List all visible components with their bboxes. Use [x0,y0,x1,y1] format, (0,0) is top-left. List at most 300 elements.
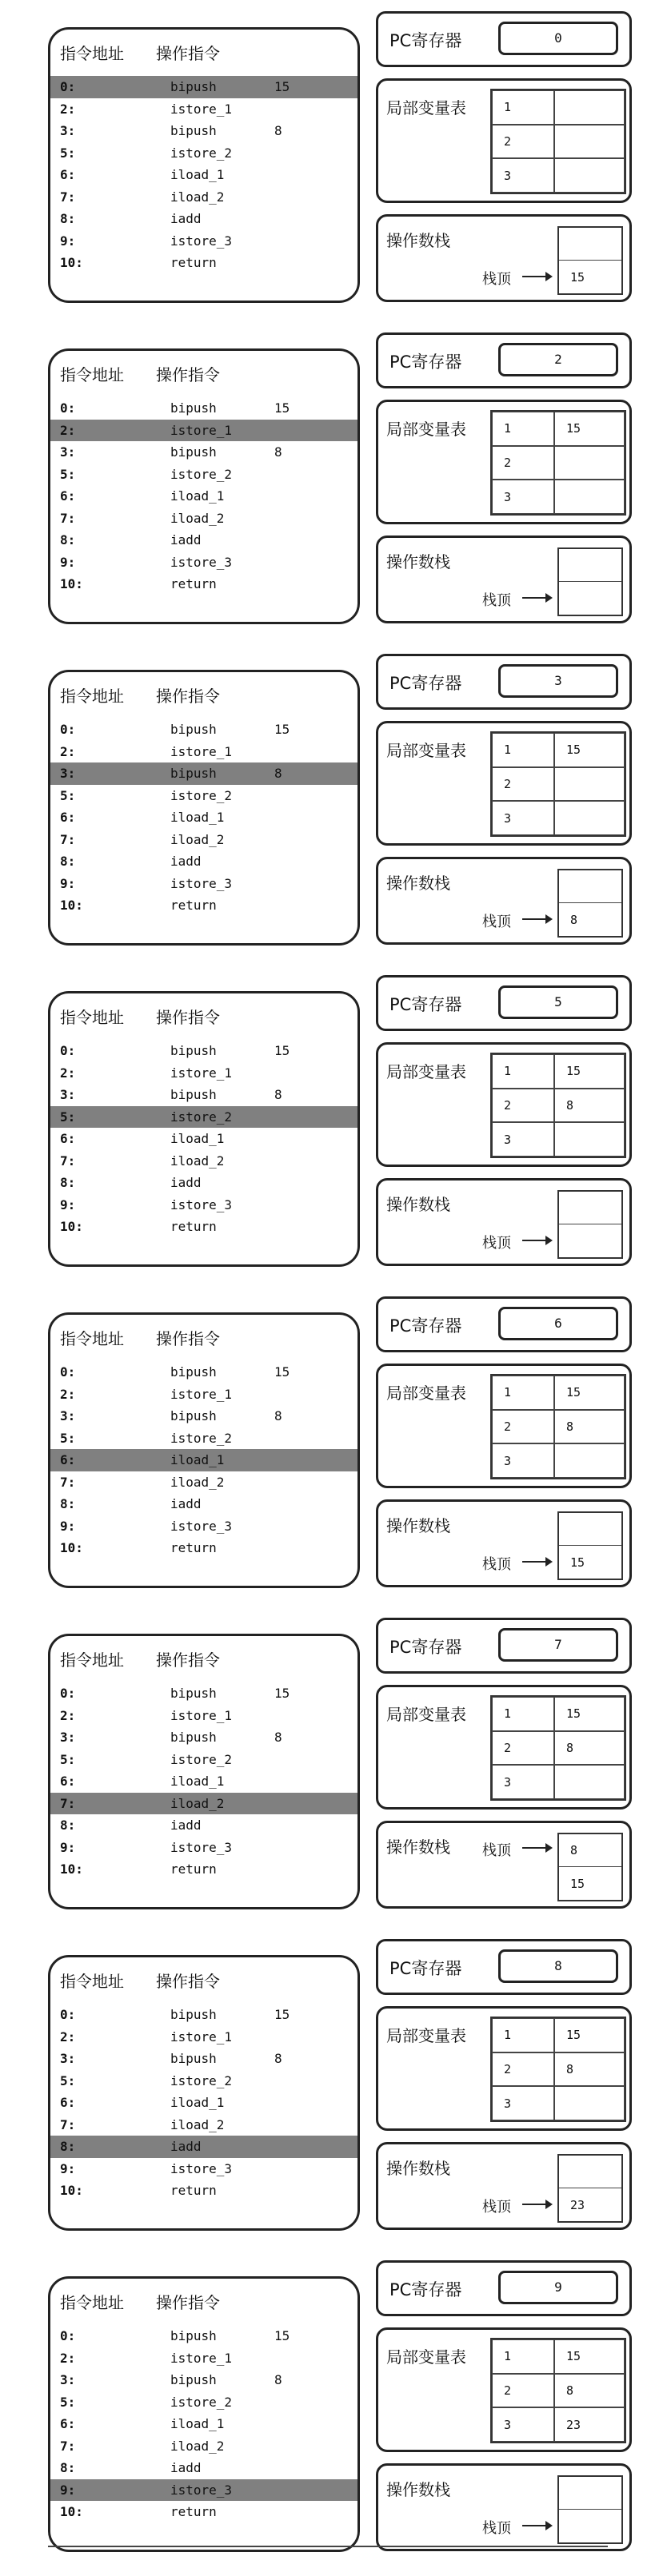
instruction-opcode: bipush [170,123,217,138]
operand-stack-label: 操作数栈 [386,1516,450,1535]
instruction-row [50,186,357,209]
instruction-address: 6: [60,810,76,825]
instruction-opcode: iload_1 [170,2095,225,2110]
local-slot-value: 8 [554,1089,625,1123]
instruction-row [50,1705,357,1727]
instruction-row [50,464,357,486]
pc-register [376,654,632,710]
instruction-opcode: bipush [170,2051,217,2066]
operand-stack-label: 操作数栈 [386,2480,450,2499]
instruction-opcode: return [170,898,217,913]
local-slot-index: 1 [492,90,554,125]
instruction-opcode: istore_2 [170,2394,233,2410]
instruction-row [50,1493,357,1515]
instruction-row [50,1837,357,1859]
instruction-address: 10: [60,1219,83,1234]
state-frame [0,321,663,643]
instruction-address: 5: [60,1109,76,1125]
instruction-operand: 15 [274,1043,290,1058]
local-slot-value: 15 [554,2018,625,2052]
instruction-opcode: iload_2 [170,2116,225,2132]
instruction-address: 6: [60,1131,76,1146]
instruction-operand: 8 [274,766,282,781]
local-slot-value [554,446,625,480]
instruction-row [50,1405,357,1427]
local-variable-table [376,1364,632,1488]
local-variable-table-label: 局部变量表 [386,1062,466,1081]
instruction-column-header: 操作指令 [156,365,220,384]
instruction-opcode: bipush [170,1686,217,1701]
instruction-address: 8: [60,2139,76,2154]
stack-top-arrow-icon [522,1847,551,1849]
instruction-address: 8: [60,532,76,547]
instruction-address: 3: [60,444,76,460]
state-frame [0,1607,663,1928]
local-slot-index: 1 [492,1697,554,1731]
stack-top-label: 栈顶 [482,592,511,609]
instruction-operand: 15 [274,79,290,94]
instruction-operand: 8 [274,1087,282,1102]
local-slot-index: 1 [492,2339,554,2374]
instruction-row [50,529,357,551]
operand-stack [376,857,632,945]
instruction-row [50,1040,357,1062]
stack-slots [557,2475,623,2544]
pc-register-label: PC寄存器 [389,2280,462,2299]
current-instruction-row [50,1449,357,1471]
instruction-header [50,1005,357,1029]
instruction-address: 5: [60,787,76,803]
instruction-address: 9: [60,2160,76,2176]
instruction-header [50,1326,357,1350]
instruction-address: 9: [60,1196,76,1212]
instruction-opcode: bipush [170,1043,217,1058]
instruction-address: 6: [60,1452,76,1467]
instruction-address: 0: [60,722,76,737]
instruction-opcode: iload_2 [170,510,225,526]
instruction-row [50,142,357,165]
instruction-row [50,1216,357,1238]
current-instruction-row [50,76,357,98]
address-column-header: 指令地址 [60,1650,124,1670]
instruction-opcode: return [170,1219,217,1234]
local-slot-value [554,90,625,125]
instruction-opcode: iload_1 [170,1452,225,1467]
operand-stack [376,214,632,302]
local-slot-value: 15 [554,412,625,446]
instruction-row [50,2026,357,2048]
instruction-opcode: iload_1 [170,1131,225,1146]
instruction-opcode: iadd [170,1496,202,1511]
operand-stack [376,536,632,623]
operand-stack-label: 操作数栈 [386,1837,450,1857]
local-variable-table-label: 局部变量表 [386,1705,466,1724]
stack-top-arrow-icon [522,597,551,599]
pc-register-label: PC寄存器 [389,352,462,372]
instruction-address: 9: [60,1518,76,1534]
instruction-address: 5: [60,466,76,482]
local-slot-index: 2 [492,1089,554,1123]
pc-register-label: PC寄存器 [389,674,462,693]
instruction-row [50,1726,357,1749]
instruction-opcode: iload_2 [170,1153,225,1169]
address-column-header: 指令地址 [60,1329,124,1348]
instruction-row [50,1537,357,1559]
instruction-address: 10: [60,898,83,913]
local-variable-table [376,721,632,846]
instruction-row [50,719,357,741]
instruction-panel [48,1955,360,2231]
pc-register-value: 6 [498,1307,618,1340]
instruction-opcode: istore_1 [170,1707,233,1723]
instruction-opcode: istore_3 [170,554,233,570]
local-slot-index: 3 [492,1122,554,1157]
pc-register-value: 9 [498,2271,618,2304]
instruction-header [50,1969,357,1993]
stack-top-arrow-icon [522,918,551,920]
instruction-opcode: bipush [170,2372,217,2387]
instruction-opcode: iload_2 [170,2438,225,2454]
instruction-operand: 15 [274,1364,290,1380]
instruction-address: 0: [60,2328,76,2343]
instruction-address: 7: [60,2116,76,2132]
instruction-operand: 15 [274,1686,290,1701]
instruction-opcode: return [170,255,217,270]
instruction-operand: 8 [274,444,282,460]
local-slot-value: 8 [554,2374,625,2408]
instruction-row [50,1770,357,1793]
instruction-row [50,2114,357,2136]
instruction-opcode: iload_1 [170,810,225,825]
local-slot-value: 15 [554,1697,625,1731]
instruction-row [50,485,357,508]
stack-top-label: 栈顶 [482,1235,511,1252]
operand-stack [376,2463,632,2551]
pc-register [376,2260,632,2316]
instruction-address: 8: [60,211,76,226]
stack-top-label: 栈顶 [482,2520,511,2537]
instruction-opcode: istore_3 [170,2160,233,2176]
instruction-row [50,741,357,763]
instruction-opcode: iload_2 [170,831,225,847]
instruction-opcode: istore_2 [170,2072,233,2088]
instruction-address: 2: [60,101,76,117]
instruction-row [50,1515,357,1538]
pc-register-label: PC寄存器 [389,1316,462,1336]
stack-slot: 8 [559,1834,621,1867]
instruction-opcode: iload_2 [170,1795,225,1811]
instruction-operand: 15 [274,400,290,416]
instruction-address: 6: [60,1774,76,1789]
local-slot-index: 3 [492,480,554,514]
current-instruction-row [50,1793,357,1815]
instruction-opcode: bipush [170,79,217,94]
instruction-opcode: istore_1 [170,422,233,438]
instruction-opcode: bipush [170,1364,217,1380]
local-slot-value [554,480,625,514]
instruction-row [50,1128,357,1150]
local-slot-value [554,1122,625,1157]
current-instruction-row [50,1106,357,1129]
instruction-panel [48,27,360,303]
stack-top-arrow-icon [522,2525,551,2526]
instruction-opcode: bipush [170,722,217,737]
stack-slot [559,2477,621,2510]
instruction-address: 3: [60,2372,76,2387]
instruction-address: 3: [60,1730,76,1745]
stack-slot [559,228,621,261]
stack-slot: 23 [570,2197,585,2212]
local-variable-grid [490,1374,626,1479]
stack-top-label: 栈顶 [482,271,511,288]
instruction-address: 3: [60,766,76,781]
instruction-address: 0: [60,2007,76,2022]
operand-stack [376,1178,632,1266]
instruction-address: 6: [60,488,76,504]
instruction-address: 8: [60,1175,76,1190]
instruction-row [50,551,357,574]
pc-register-label: PC寄存器 [389,31,462,50]
instruction-row [50,1172,357,1194]
instruction-row [50,873,357,895]
instruction-opcode: istore_3 [170,233,233,249]
instruction-opcode: iload_1 [170,488,225,504]
local-variable-grid [490,1053,626,1158]
operand-stack-label: 操作数栈 [386,552,450,571]
instruction-address: 7: [60,1795,76,1811]
instruction-address: 10: [60,2504,83,2519]
stack-slots [557,1833,623,1901]
address-column-header: 指令地址 [60,1008,124,1027]
instruction-address: 8: [60,1496,76,1511]
local-slot-value: 23 [554,2407,625,2442]
stack-slot [559,2156,621,2188]
current-instruction-row [50,420,357,442]
instruction-opcode: iadd [170,211,202,226]
instruction-panel [48,1634,360,1909]
instruction-address: 5: [60,2394,76,2410]
instruction-address: 2: [60,422,76,438]
instruction-row [50,1084,357,1106]
stack-top-label: 栈顶 [482,914,511,930]
instruction-operand: 8 [274,1730,282,1745]
stack-slots [557,869,623,938]
instruction-address: 2: [60,2029,76,2044]
instruction-address: 2: [60,743,76,759]
local-variable-grid [490,410,626,516]
stack-slot: 15 [570,269,585,285]
instruction-row [50,829,357,851]
instruction-opcode: istore_1 [170,1386,233,1402]
instruction-row [50,1471,357,1494]
instruction-address: 0: [60,400,76,416]
stack-top-arrow-icon [522,2204,551,2205]
instruction-column-header: 操作指令 [156,2293,220,2312]
pc-register [376,332,632,388]
instruction-address: 5: [60,2072,76,2088]
instruction-opcode: istore_2 [170,1430,233,1446]
instruction-opcode: bipush [170,766,217,781]
local-slot-value: 15 [554,1376,625,1410]
instruction-opcode: iadd [170,2139,202,2154]
stack-slots [557,1511,623,1580]
state-frame [0,964,663,1285]
local-slot-index: 2 [492,446,554,480]
instruction-opcode: istore_2 [170,145,233,161]
instruction-address: 10: [60,2183,83,2198]
instruction-column-header: 操作指令 [156,1329,220,1348]
instruction-row [50,1150,357,1173]
pc-register [376,11,632,67]
local-slot-value [554,1765,625,1799]
instruction-row [50,2325,357,2347]
pc-register [376,975,632,1031]
instruction-opcode: bipush [170,1730,217,1745]
instruction-column-header: 操作指令 [156,687,220,706]
instruction-opcode: istore_2 [170,787,233,803]
state-frame [0,643,663,964]
instruction-operand: 8 [274,2372,282,2387]
instruction-address: 8: [60,1818,76,1833]
local-slot-index: 3 [492,158,554,193]
local-variable-table [376,1042,632,1167]
instruction-opcode: iadd [170,1818,202,1833]
instruction-opcode: bipush [170,1087,217,1102]
pc-register-value: 5 [498,985,618,1019]
local-slot-value [554,1443,625,1478]
instruction-header [50,362,357,386]
local-variable-table [376,400,632,524]
instruction-opcode: istore_2 [170,1751,233,1767]
instruction-address: 9: [60,875,76,891]
local-slot-index: 2 [492,1410,554,1444]
pc-register-value: 2 [498,343,618,376]
instruction-address: 6: [60,2095,76,2110]
instruction-address: 0: [60,1364,76,1380]
local-slot-index: 2 [492,1731,554,1766]
local-variable-grid [490,1695,626,1801]
instruction-opcode: iadd [170,2460,202,2475]
instruction-address: 10: [60,255,83,270]
local-slot-index: 2 [492,2374,554,2408]
instruction-address: 10: [60,576,83,591]
instruction-address: 7: [60,2438,76,2454]
instruction-row [50,1062,357,1085]
instruction-row [50,806,357,829]
instruction-row [50,2092,357,2114]
stack-slots [557,2154,623,2223]
instruction-row [50,508,357,530]
stack-top-arrow-icon [522,1561,551,1563]
instruction-row [50,2501,357,2523]
instruction-address: 5: [60,1751,76,1767]
instruction-row [50,1682,357,1705]
local-slot-value [554,158,625,193]
instruction-address: 3: [60,1408,76,1423]
local-slot-index: 1 [492,1054,554,1089]
current-instruction-row [50,2136,357,2158]
local-slot-value [554,767,625,802]
local-slot-value: 8 [554,1410,625,1444]
instruction-column-header: 操作指令 [156,44,220,63]
local-variable-table [376,1685,632,1810]
operand-stack-label: 操作数栈 [386,874,450,893]
instruction-address: 0: [60,79,76,94]
local-variable-table [376,2006,632,2131]
instruction-row [50,850,357,873]
local-variable-table [376,78,632,203]
instruction-address: 0: [60,1686,76,1701]
instruction-address: 7: [60,189,76,205]
instruction-address: 7: [60,1153,76,1169]
address-column-header: 指令地址 [60,1972,124,1991]
instruction-row [50,230,357,253]
local-slot-index: 3 [492,1765,554,1799]
instruction-opcode: iload_1 [170,1774,225,1789]
current-instruction-row [50,762,357,785]
instruction-row [50,2158,357,2180]
instruction-address: 10: [60,1540,83,1555]
instruction-opcode: bipush [170,2328,217,2343]
instruction-opcode: bipush [170,400,217,416]
instruction-address: 3: [60,123,76,138]
operand-stack-label: 操作数栈 [386,231,450,250]
stack-slots [557,547,623,616]
instruction-address: 10: [60,1861,83,1877]
stack-top-label: 栈顶 [482,1842,511,1859]
state-frame [0,2249,663,2570]
instruction-row [50,1194,357,1216]
instruction-row [50,98,357,121]
instruction-opcode: return [170,2183,217,2198]
local-slot-value: 15 [554,2339,625,2374]
instruction-opcode: iload_1 [170,2416,225,2431]
instruction-row [50,1361,357,1384]
stack-slot: 15 [570,1876,585,1891]
pc-register-label: PC寄存器 [389,1959,462,1978]
instruction-address: 9: [60,554,76,570]
operand-stack [376,1499,632,1587]
instruction-opcode: return [170,2504,217,2519]
instruction-address: 6: [60,2416,76,2431]
stack-slot [559,1192,621,1224]
instruction-row [50,2180,357,2202]
local-variable-table-label: 局部变量表 [386,2347,466,2367]
pc-register-value: 8 [498,1949,618,1983]
instruction-opcode: iadd [170,1175,202,1190]
instruction-opcode: iload_2 [170,189,225,205]
address-column-header: 指令地址 [60,687,124,706]
pc-register [376,1296,632,1352]
stack-top-label: 栈顶 [482,1556,511,1573]
instruction-operand: 8 [274,123,282,138]
local-slot-index: 2 [492,125,554,159]
local-slot-index: 1 [492,2018,554,2052]
instruction-address: 2: [60,2350,76,2366]
operand-stack [376,2142,632,2230]
local-slot-value [554,125,625,159]
instruction-row [50,397,357,420]
instruction-row [50,208,357,230]
local-slot-index: 1 [492,733,554,767]
instruction-column-header: 操作指令 [156,1650,220,1670]
instruction-opcode: bipush [170,444,217,460]
stack-top-arrow-icon [522,1240,551,1241]
instruction-opcode: istore_3 [170,2482,233,2498]
instruction-address: 7: [60,510,76,526]
pc-register-value: 7 [498,1628,618,1662]
pc-register-label: PC寄存器 [389,995,462,1014]
